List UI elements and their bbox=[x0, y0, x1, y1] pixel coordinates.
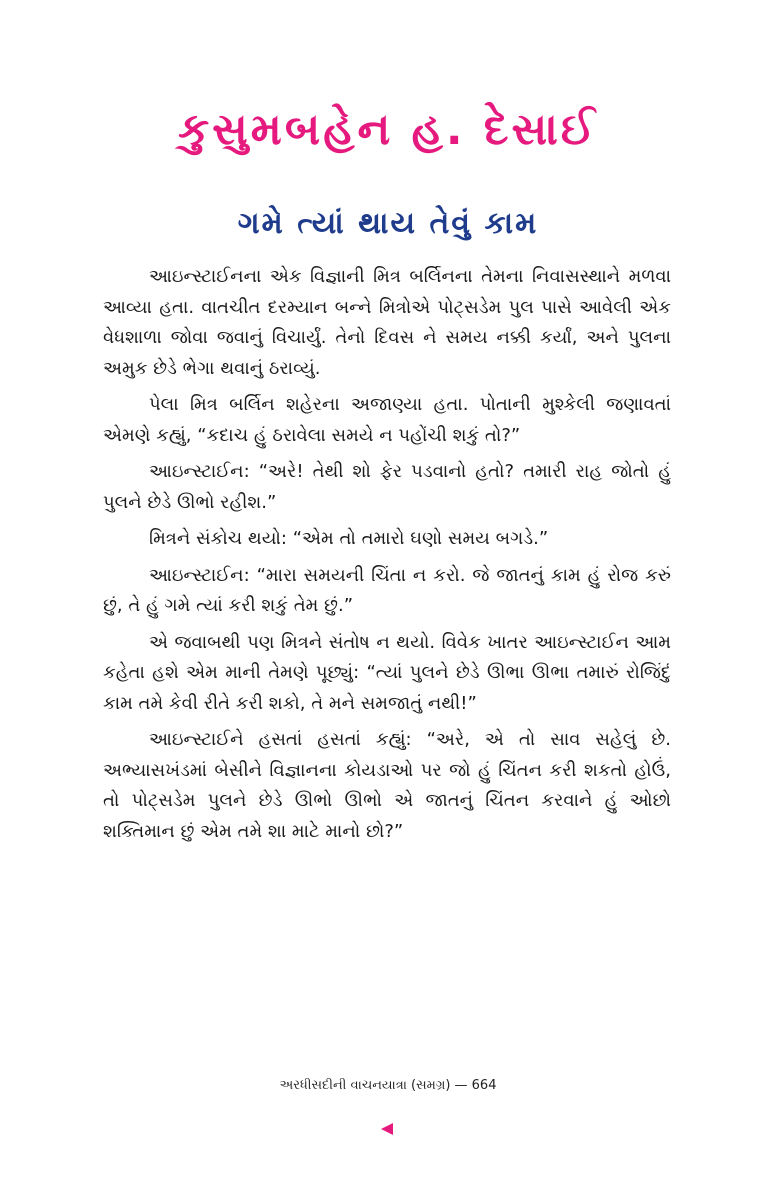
paragraph: એ જવાબથી પણ મિત્રને સંતોષ ન થયો. વિવેક ખાતર આઇન્સ્ટાઈન આમ કહેતા હશે એમ માની તેમણે પૂછ્યું: “ત્યાં પુલને છેડે ઊભા ઊભા તમારું રોજિંદું કામ તમે કેવી રીતે કરી શકો, તે મને સમજાતું નથી!” bbox=[103, 631, 671, 714]
paragraph: પેલા મિત્ર બર્લિન શહેરના અજાણ્યા હતા. પોતાની મુશ્કેલી જણાવતાં એમણે કહ્યું, “કદાચ હું ઠરાવેલા સમયે ન પહોંચી શકું તો?” bbox=[103, 394, 671, 446]
article-title: ગમે ત્યાં થાય તેવું કામ bbox=[237, 206, 539, 241]
paragraph: આઇન્સ્ટાઈન: “મારા સમયની ચિંતા ન કરો. જે જાતનું કામ હું રોજ કરું છું, તે હું ગમે ત્યાં કરી શકું તેમ છું.” bbox=[103, 564, 671, 616]
paragraph: આઇન્સ્ટાઈને હસતાં હસતાં કહ્યું: “અરે, એ તો સાવ સહેલું છે. અભ્યાસખંડમાં બેસીને વિજ્ઞાનના કોયડાઓ પર જો હું ચિંતન કરી શકતો હોઉં, તો પોટ્સડેમ પુલને છેડે ઊભો ઊભો એ જાતનું ચિંતન કરવાને હું ઓછો શક્તિમાન છું એમ તમે શા માટે માનો છો?” bbox=[103, 729, 671, 842]
paragraph: આઇન્સ્ટાઈનના એક વિજ્ઞાની મિત્ર બર્લિનના તેમના નિવાસસ્થાને મળવા આવ્યા હતા. વાતચીત દરમ્યાન બન્ને મિત્રોએ પોટ્સડેમ પુલ પાસે આવેલી એક વેધશાળા જોવા જવાનું વિચાર્યું. તેનો દિવસ ને સમય નક્કી કર્યાં, અને પુલના અમુક છેડે ભેગા થવાનું ઠરાવ્યું. bbox=[103, 266, 671, 379]
paragraph: મિત્રને સંકોચ થયો: “એમ તો તમારો ઘણો સમય બગડે.” bbox=[149, 528, 549, 549]
paragraph: આઇન્સ્ટાઈન: “અરે! તેથી શો ફેર પડવાનો હતો? તમારી રાહ જોતો હું પુલને છેડે ઊભો રહીશ.” bbox=[103, 461, 671, 513]
previous-page-arrow-icon[interactable] bbox=[381, 1123, 393, 1135]
article-body bbox=[103, 262, 671, 853]
page-footer: અરધીસદીની વાચનયાત્રા (સમગ્ર) — 664 bbox=[279, 1078, 497, 1093]
author-name: કુસુમબહેન હ. દેસાઈ bbox=[178, 104, 598, 155]
